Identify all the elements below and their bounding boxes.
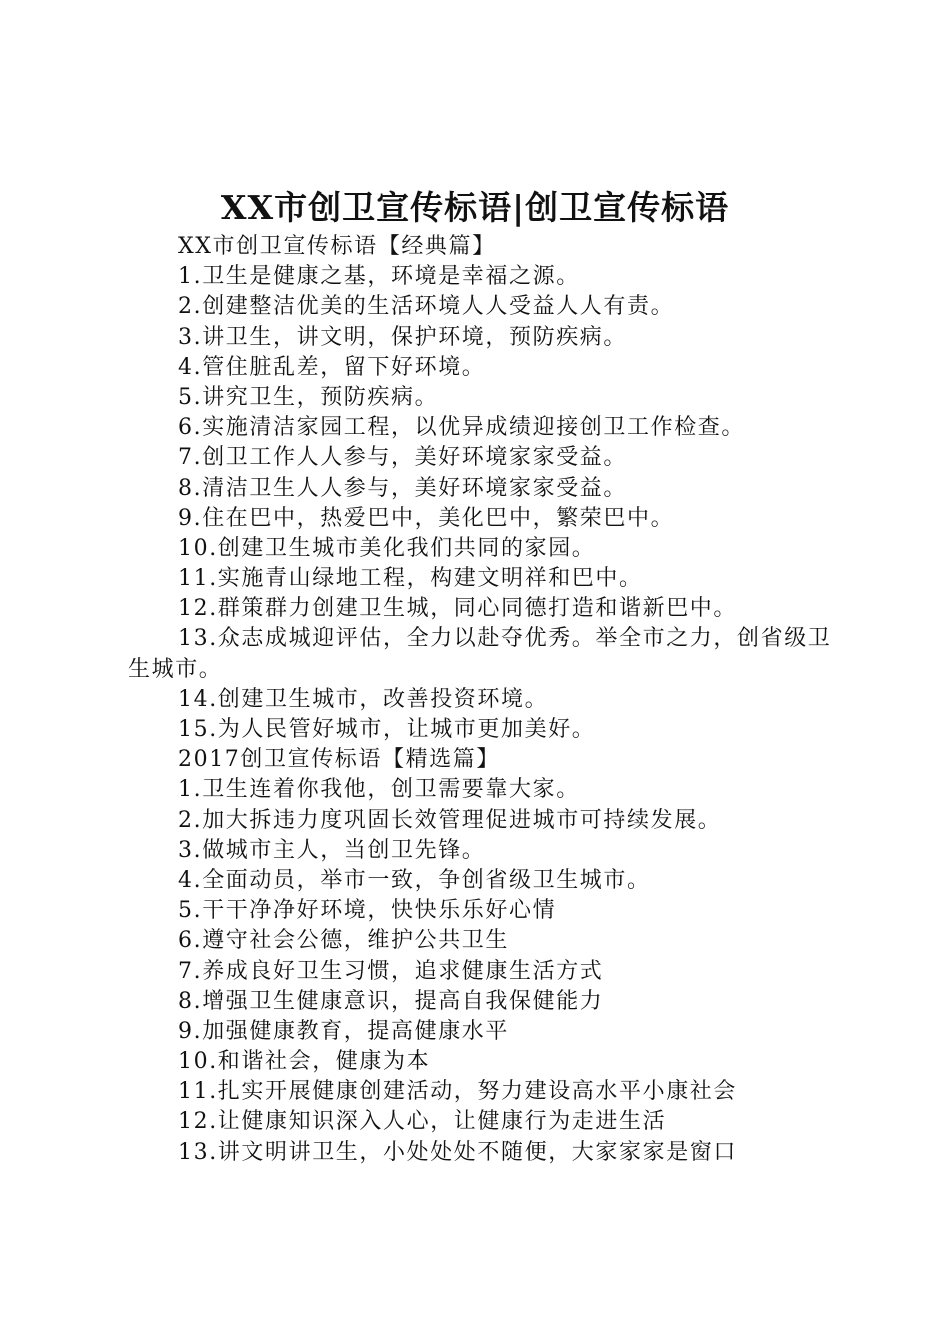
slogan-item: 10.和谐社会，健康为本 <box>178 1049 431 1075</box>
slogan-item: 6.实施清洁家园工程，以优异成绩迎接创卫工作检查。 <box>178 415 745 441</box>
slogan-item: 10.创建卫生城市美化我们共同的家园。 <box>178 535 596 561</box>
slogan-item: 11.扎实开展健康创建活动，努力建设高水平小康社会 <box>178 1079 737 1105</box>
slogan-item: 2.创建整洁优美的生活环境人人受益人人有责。 <box>178 294 675 320</box>
slogan-item: 4.管住脏乱差，留下好环境。 <box>178 354 486 380</box>
slogan-item: 8.清洁卫生人人参与，美好环境家家受益。 <box>178 475 627 501</box>
section-heading-classic: XX市创卫宣传标语【经典篇】 <box>178 234 496 259</box>
slogan-item: 4.全面动员，举市一致，争创省级卫生城市。 <box>178 867 651 893</box>
slogan-item: 15.为人民管好城市，让城市更加美好。 <box>178 717 596 743</box>
slogan-item: 12.群策群力创建卫生城，同心同德打造和谐新巴中。 <box>178 596 737 622</box>
slogan-item: 9.加强健康教育，提高健康水平 <box>178 1018 509 1044</box>
section-heading-selected: 2017创卫宣传标语【精选篇】 <box>178 747 500 773</box>
slogan-item: 5.讲究卫生，预防疾病。 <box>178 384 439 410</box>
slogan-item: 11.实施青山绿地工程，构建文明祥和巴中。 <box>178 566 643 592</box>
slogan-item-wrapped: 13.众志成城迎评估，全力以赴夺优秀。举全市之力，创省级卫生城市。 <box>128 626 832 682</box>
slogan-item: 9.住在巴中，热爱巴中，美化巴中，繁荣巴中。 <box>178 505 675 531</box>
slogan-item: 1.卫生连着你我他，创卫需要靠大家。 <box>178 777 580 803</box>
slogan-item: 3.做城市主人，当创卫先锋。 <box>178 837 486 863</box>
document-body <box>128 232 834 1168</box>
slogan-item: 5.干干净净好环境，快快乐乐好心情 <box>178 898 557 924</box>
document-title: XX市创卫宣传标语|创卫宣传标语 <box>220 188 730 227</box>
slogan-item: 3.讲卫生，讲文明，保护环境，预防疾病。 <box>178 324 627 350</box>
slogan-item: 6.遵守社会公德，维护公共卫生 <box>178 928 509 954</box>
slogan-item: 2.加大拆违力度巩固长效管理促进城市可持续发展。 <box>178 807 722 833</box>
slogan-item: 14.创建卫生城市，改善投资环境。 <box>178 686 549 712</box>
slogan-item: 13.讲文明讲卫生，小处处处不随便，大家家家是窗口 <box>178 1139 737 1165</box>
slogan-item: 12.让健康知识深入人心，让健康行为走进生活 <box>178 1109 667 1135</box>
slogan-item: 7.创卫工作人人参与，美好环境家家受益。 <box>178 445 627 471</box>
slogan-item: 8.增强卫生健康意识，提高自我保健能力 <box>178 988 604 1014</box>
slogan-item: 1.卫生是健康之基，环境是幸福之源。 <box>178 264 580 290</box>
slogan-item: 7.养成良好卫生习惯，追求健康生活方式 <box>178 958 604 984</box>
